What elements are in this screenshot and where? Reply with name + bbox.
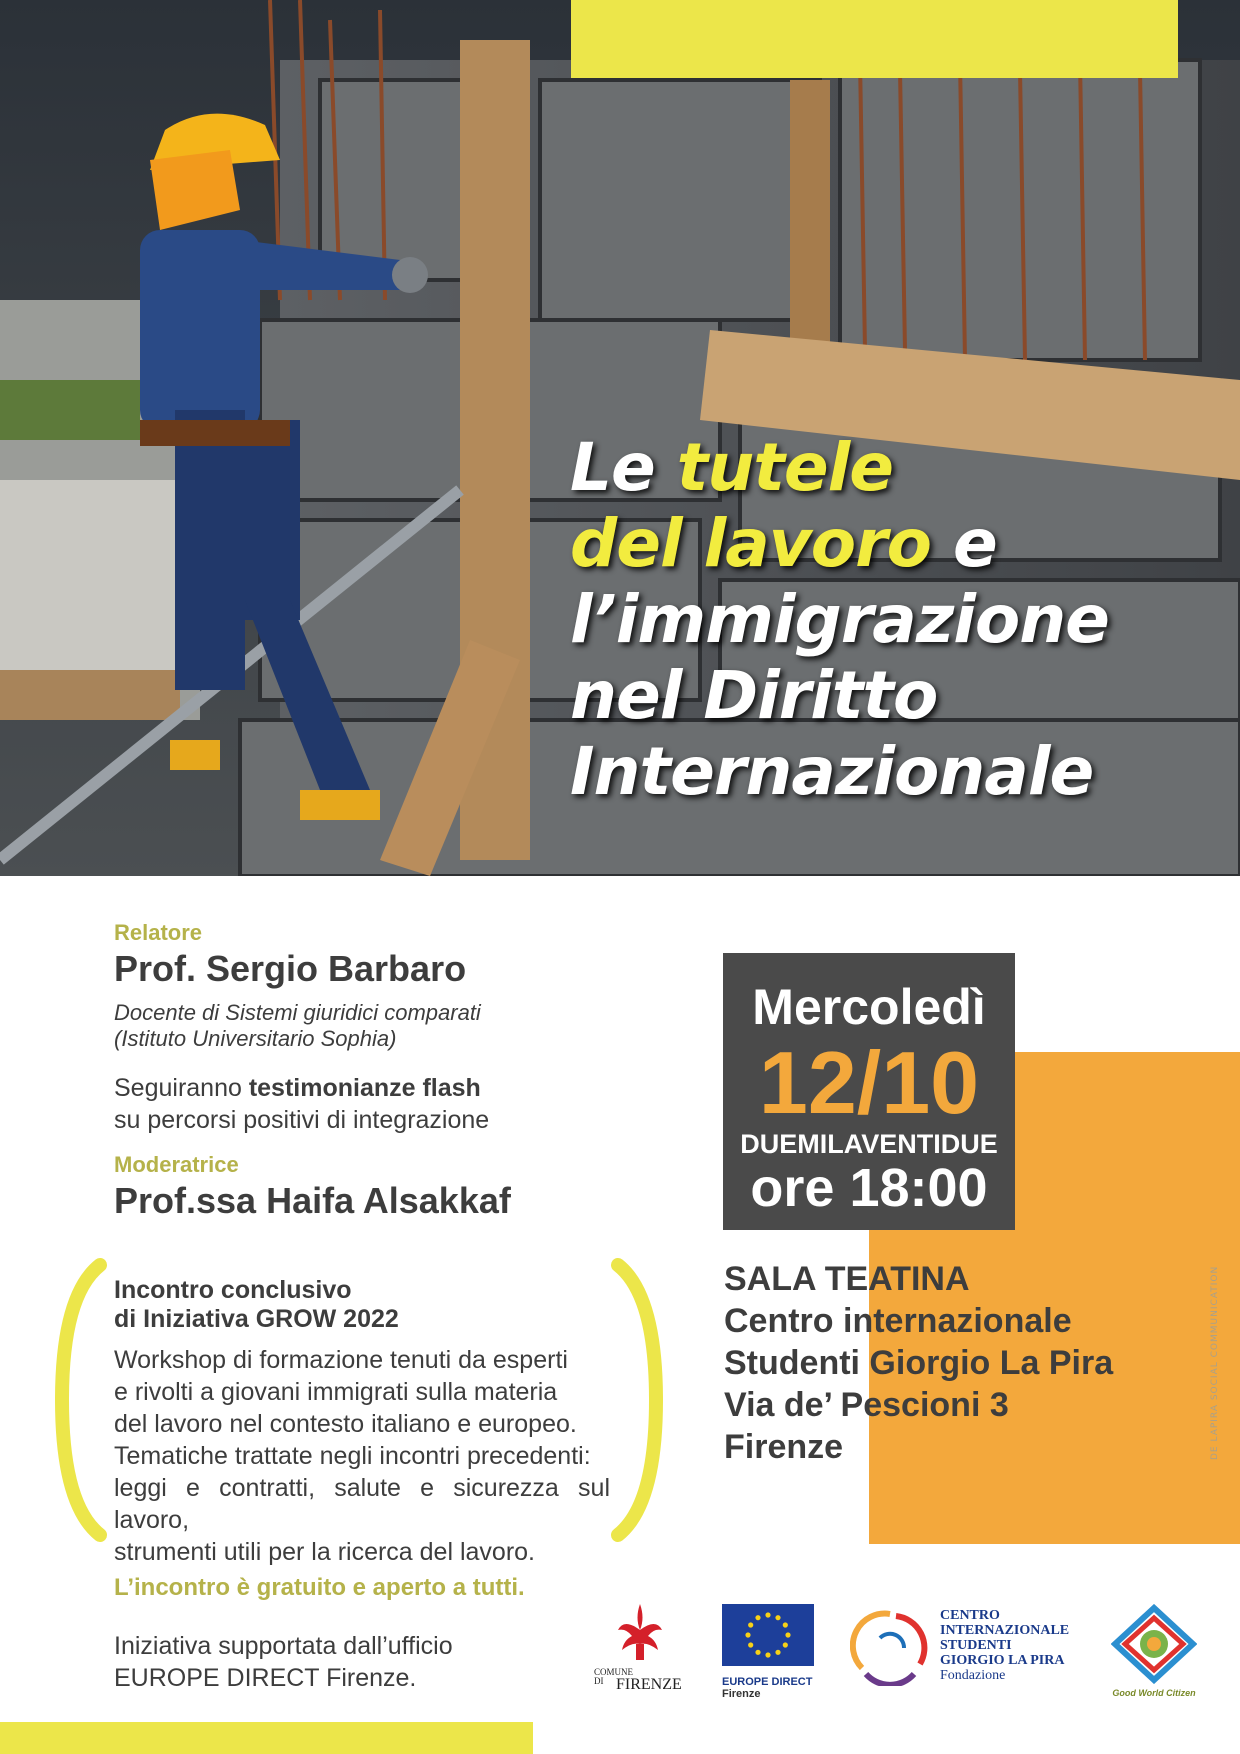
grow-line: leggi e contratti, salute e sicurezza sul lavoro,	[114, 1474, 610, 1534]
eu-star	[775, 1615, 780, 1620]
testimonials-line1: Seguiranno testimonianze flash	[114, 1074, 481, 1102]
support-line1: Iniziativa supportata dall’ufficio	[114, 1632, 453, 1660]
venue-line: Studenti Giorgio La Pira	[724, 1344, 1114, 1382]
grow-line: strumenti utili per la ricerca del lavoro.	[114, 1538, 535, 1566]
eu-star	[765, 1652, 770, 1657]
eu-star	[765, 1612, 770, 1617]
eu-star	[783, 1642, 788, 1647]
moderator-name: Prof.ssa Haifa Alsakkaf	[114, 1180, 511, 1221]
grow-description	[114, 1344, 610, 1568]
venue-line: Via de’ Pescioni 3	[724, 1386, 1009, 1424]
top-accent-bar	[571, 0, 1178, 78]
moderator-label: Moderatrice	[114, 1152, 239, 1177]
event-time: ore 18:00	[750, 1158, 988, 1218]
testimonials-line2: su percorsi positivi di integrazione	[114, 1106, 490, 1134]
venue-line: SALA TEATINA	[724, 1260, 970, 1298]
grow-line: del lavoro nel contesto italiano e europeo.	[114, 1410, 577, 1438]
title-line2-white: e	[931, 505, 997, 582]
eu-star	[748, 1622, 753, 1627]
comune-firenze-logo: COMUNE DI FIRENZE	[590, 1600, 690, 1700]
right-bracket-icon	[606, 1255, 666, 1545]
speaker-role-line2: (Istituto Universitario Sophia)	[114, 1026, 397, 1051]
speaker-name: Prof. Sergio Barbaro	[114, 948, 467, 989]
poster-title	[570, 430, 1230, 810]
grow-line: e rivolti a giovani immigrati sulla materia	[114, 1378, 558, 1406]
support-line2: EUROPE DIRECT Firenze.	[114, 1664, 417, 1692]
venue-address	[724, 1258, 1113, 1468]
lapira-swirl-icon	[850, 1608, 932, 1686]
eu-star	[785, 1632, 790, 1637]
speaker-label: Relatore	[114, 920, 203, 945]
title-line3: l’immigrazione	[570, 581, 1109, 658]
eu-star	[775, 1650, 780, 1655]
eu-star	[748, 1642, 753, 1647]
lapira-foundation-logo: CENTRO INTERNAZIONALE STUDENTI GIORGIO LA PIRA Fondazione	[850, 1608, 1090, 1688]
eu-star	[783, 1622, 788, 1627]
venue-line: Firenze	[724, 1428, 844, 1466]
title-line4: nel Diritto	[570, 657, 938, 734]
eu-star	[755, 1650, 760, 1655]
eu-star	[745, 1632, 750, 1637]
florence-lily-icon	[612, 1600, 668, 1664]
title-line5: Internazionale	[570, 733, 1094, 810]
left-bracket-icon	[52, 1255, 112, 1545]
venue-line: Centro internazionale	[724, 1302, 1072, 1340]
date-box	[723, 953, 1015, 1230]
eu-stars-flag-icon	[722, 1604, 814, 1666]
title-line2-yellow: del lavoro	[570, 505, 932, 582]
bottom-accent-bar	[0, 1722, 533, 1754]
free-entry-note: L’incontro è gratuito e aperto a tutti.	[114, 1574, 525, 1601]
grow-line: Workshop di formazione tenuti da esperti	[114, 1346, 568, 1374]
title-line1-yellow: tutele	[676, 429, 894, 506]
design-credit: DE LAPIRA SOCIAL COMMUNICATION	[1210, 1265, 1220, 1460]
good-world-citizen-logo: Good World Citizen	[1106, 1604, 1202, 1698]
good-world-citizen-icon	[1111, 1604, 1197, 1684]
event-date: 12/10	[758, 1033, 980, 1132]
grow-line: Tematiche trattate negli incontri precedenti:	[114, 1442, 591, 1470]
speaker-role-line1: Docente di Sistemi giuridici comparati	[114, 1000, 481, 1025]
event-day: Mercoledì	[752, 979, 986, 1035]
europe-direct-logo: EUROPE DIRECT Firenze	[722, 1604, 814, 1700]
grow-heading: Incontro conclusivo di Iniziativa GROW 2022	[114, 1276, 399, 1333]
event-year: DUEMILAVENTIDUE	[740, 1129, 998, 1159]
title-line1-white: Le	[570, 429, 677, 506]
eu-star	[755, 1615, 760, 1620]
